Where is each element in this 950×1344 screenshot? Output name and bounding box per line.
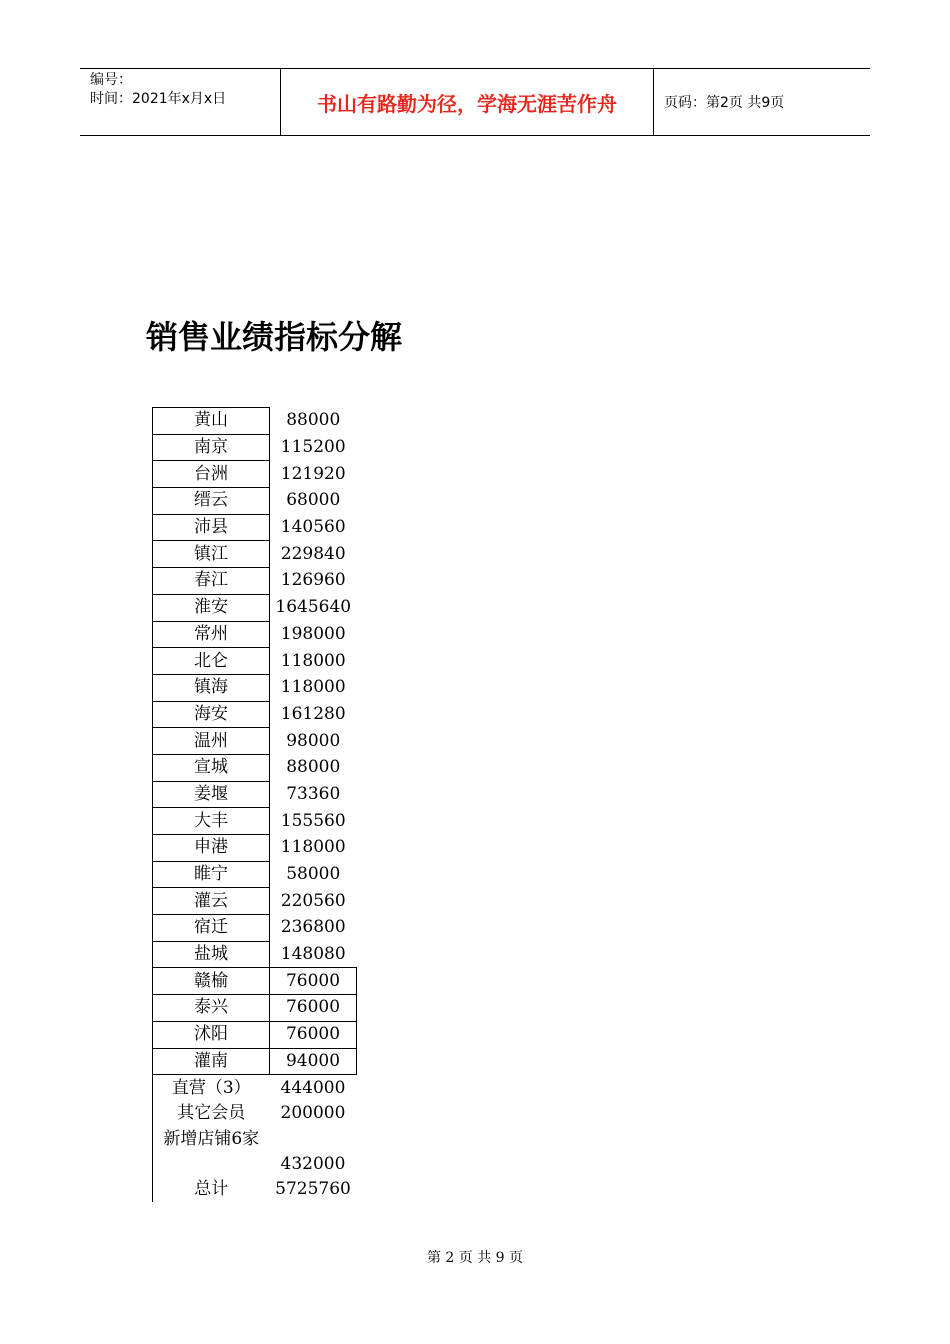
region-name: 沛县 [153,514,270,541]
target-value: 1645640 [275,597,352,618]
region-name: 北仑 [153,648,270,675]
region-name: 沭阳 [153,1021,270,1048]
header-meta [80,69,281,135]
target-value: 148080 [280,943,346,964]
table-row [153,514,357,541]
region-name: 黄山 [153,408,270,435]
region-name: 直营（3） [153,1075,270,1101]
page-footer: 第 2 页 共 9 页 [426,1250,524,1266]
target-value: 98000 [286,730,341,751]
target-value: 68000 [286,490,341,511]
header-motto: 书山有路勤为径，学海无涯苦作舟 [281,69,654,135]
table-row [153,728,357,755]
region-name: 赣榆 [153,968,270,995]
table-row [153,621,357,648]
target-value: 155560 [280,810,346,831]
target-value: 236800 [280,917,346,938]
target-value: 200000 [280,1103,346,1124]
table-row [153,835,357,862]
region-name: 南京 [153,434,270,461]
target-value: 161280 [280,703,346,724]
region-name: 海安 [153,701,270,728]
region-name: 台洲 [153,461,270,488]
time-label: 时间：2021年x月x日 [90,91,227,107]
region-name: 其它会员 [153,1101,270,1127]
number-label: 编号： [90,72,132,88]
target-value: 94000 [270,1048,357,1075]
region-name: 常州 [153,621,270,648]
table-row [153,754,357,781]
target-value: 5725760 [275,1178,351,1199]
target-value: 118000 [280,677,346,698]
page-header [80,68,870,136]
region-name: 睢宁 [153,861,270,888]
region-name: 淮安 [153,594,270,621]
table-row [153,941,357,968]
target-value: 121920 [280,463,346,484]
region-name: 宿迁 [153,915,270,942]
table-row [153,968,357,995]
region-name: 新增店铺6家 [153,1127,270,1177]
table-row [153,541,357,568]
target-value: 76000 [270,1021,357,1048]
table-row [153,1021,357,1048]
region-name: 泰兴 [153,995,270,1022]
region-name: 镇江 [153,541,270,568]
table-row [153,434,357,461]
header-page-number: 页码：第2页 共9页 [664,95,785,111]
table-row [153,701,357,728]
table-row [153,408,357,435]
region-name: 盐城 [153,941,270,968]
target-value: 118000 [280,650,346,671]
target-value: 115200 [280,437,346,458]
table-row [153,1101,357,1127]
target-value: 88000 [286,757,341,778]
table-row [153,648,357,675]
target-value: 444000 [280,1077,346,1098]
region-name: 灌南 [153,1048,270,1075]
table-row [153,568,357,595]
sales-target-table [152,407,357,1202]
target-value: 73360 [286,783,341,804]
table-row [153,488,357,515]
table-row [153,1177,357,1203]
target-value: 58000 [286,864,341,885]
table-row [153,461,357,488]
target-value: 76000 [270,995,357,1022]
table-row [153,781,357,808]
target-value: 76000 [270,968,357,995]
region-name: 大丰 [153,808,270,835]
region-name: 宣城 [153,754,270,781]
target-value: 118000 [280,837,346,858]
table-row [153,594,357,621]
table-row [153,1075,357,1101]
region-name: 镇海 [153,674,270,701]
table-row [153,1048,357,1075]
page-title: 销售业绩指标分解 [146,318,403,356]
region-name: 灌云 [153,888,270,915]
target-value: 432000 [280,1153,346,1174]
table-row [153,888,357,915]
region-name: 缙云 [153,488,270,515]
target-value: 198000 [280,623,346,644]
region-name: 温州 [153,728,270,755]
region-name: 总计 [153,1177,270,1203]
table-row [153,808,357,835]
target-value: 220560 [280,890,346,911]
target-value: 140560 [280,517,346,538]
table-row [153,861,357,888]
region-name: 申港 [153,835,270,862]
table-row [153,995,357,1022]
region-name: 春江 [153,568,270,595]
target-value: 126960 [280,570,346,591]
target-value: 229840 [280,543,346,564]
target-value: 88000 [286,410,341,431]
region-name: 姜堰 [153,781,270,808]
table-row [153,674,357,701]
table-row [153,1127,357,1177]
table-row [153,915,357,942]
